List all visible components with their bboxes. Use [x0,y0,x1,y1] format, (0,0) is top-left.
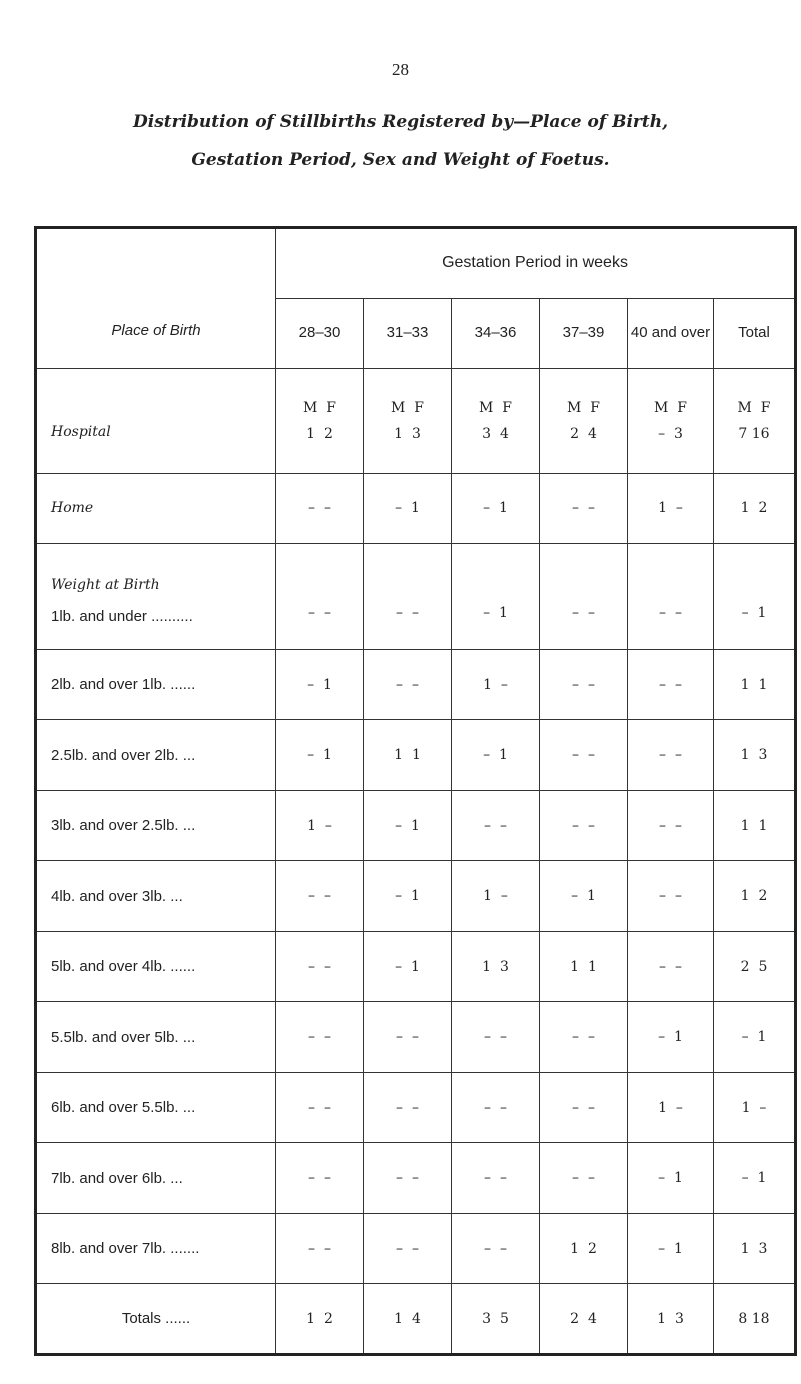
row-label-hospital: Hospital [36,369,276,474]
sex-header: M F [391,399,424,416]
weight-row-label: 5.5lb. and over 5lb. ... [36,1002,276,1073]
col-header-total: Total [714,298,796,369]
sex-header: M F [737,399,771,416]
table-cell: – – [364,1072,452,1143]
cell-value: 7 16 [738,425,770,442]
table-row [36,1002,796,1073]
table-cell: – – [540,1002,628,1073]
page-number: 28 [392,60,409,79]
cell-value: 2 4 [570,425,597,442]
col-header-37-39: 37–39 [540,298,628,369]
stillbirths-table [34,226,797,1356]
table-cell: – 1 [364,473,452,544]
table-cell: – 1 [628,1002,714,1073]
sex-header: M F [654,399,687,416]
table-cell: 1 – [452,649,540,720]
col-header-28-30: 28–30 [276,298,364,369]
table-cell: – – [628,720,714,791]
table-cell: 1 3 [628,1284,714,1355]
table-cell: 1 2 [714,861,796,932]
table-cell: 1 – [276,790,364,861]
table-cell: – – [628,931,714,1002]
table-cell: – 1 [714,1002,796,1073]
table-cell: – – [364,544,452,650]
table-cell: – – [540,649,628,720]
table-cell: – – [540,473,628,544]
table-cell: 1 2 [276,1284,364,1355]
weight-row-label: 8lb. and over 7lb. ....... [36,1213,276,1284]
weight-row-label: 6lb. and over 5.5lb. ... [36,1072,276,1143]
title-line-1: Distribution of Stillbirths Registered by—Place of Birth, [133,112,668,132]
table-cell: 1 4 [364,1284,452,1355]
table-cell: – – [364,649,452,720]
table-cell: – – [276,1002,364,1073]
table-cell: – 1 [714,1143,796,1214]
sex-header: M F [479,399,512,416]
table-cell: – – [452,1072,540,1143]
table-cell: 1 1 [714,790,796,861]
table-cell [628,369,714,474]
table-row-totals [36,1284,796,1355]
table-cell: – – [276,1213,364,1284]
place-of-birth-header: Place of Birth [36,228,276,369]
title-line-2: Gestation Period, Sex and Weight of Foetus. [191,150,610,170]
row-label-home: Home [36,473,276,544]
table-cell: 1 1 [540,931,628,1002]
table-cell: – 1 [276,720,364,791]
table-cell: – – [364,1213,452,1284]
table-cell: 1 1 [714,649,796,720]
col-header-40-and-over: 40 and over [628,298,714,369]
table-row [36,649,796,720]
col-header-31-33: 31–33 [364,298,452,369]
table-cell: – 1 [452,720,540,791]
table-cell: – – [276,1143,364,1214]
table-cell: – – [540,790,628,861]
table-cell: – 1 [540,861,628,932]
table-cell: 1 – [628,1072,714,1143]
table-cell: 1 3 [714,1213,796,1284]
col-header-34-36: 34–36 [452,298,540,369]
table-cell [540,369,628,474]
table-cell: – – [540,720,628,791]
table-cell [714,369,796,474]
table-cell: – 1 [364,931,452,1002]
table-cell: – – [364,1143,452,1214]
sex-header: M F [303,399,336,416]
table-cell [364,369,452,474]
gestation-period-header: Gestation Period in weeks [276,228,796,299]
table-cell: 8 18 [714,1284,796,1355]
table-cell: – 1 [628,1143,714,1214]
weight-at-birth-heading: Weight at Birth [51,577,160,594]
table-cell: 1 2 [540,1213,628,1284]
table-cell: – – [452,1143,540,1214]
table-cell: – – [276,473,364,544]
cell-value: – 3 [658,425,683,442]
table-cell: – – [628,649,714,720]
sex-header: M F [567,399,600,416]
table-row [36,1213,796,1284]
table-row [36,1072,796,1143]
table-cell: – 1 [628,1213,714,1284]
table-cell: – – [540,1072,628,1143]
table-row [36,931,796,1002]
table-cell: 3 5 [452,1284,540,1355]
table-cell: 1 – [714,1072,796,1143]
table-cell: 2 5 [714,931,796,1002]
table-cell: – – [364,1002,452,1073]
row-label-totals: Totals ...... [36,1284,276,1355]
table-cell: – – [452,790,540,861]
weight-row-label: 2lb. and over 1lb. ...... [36,649,276,720]
table-cell: 1 – [628,473,714,544]
table-row-home [36,473,796,544]
table-cell: – – [276,931,364,1002]
cell-value: 1 3 [394,425,421,442]
weight-row-label: 4lb. and over 3lb. ... [36,861,276,932]
table-cell: 1 2 [714,473,796,544]
table-cell: – – [540,1143,628,1214]
table-cell: – – [276,544,364,650]
table-cell: – – [276,861,364,932]
table-row [36,720,796,791]
table-row-weight [36,544,796,650]
table-cell: – 1 [364,790,452,861]
table-cell: – 1 [452,473,540,544]
table-row [36,790,796,861]
weight-row-label: 1lb. and under .......... [51,608,193,626]
table-cell: 2 4 [540,1284,628,1355]
table-row-hospital [36,369,796,474]
row-label-weight [36,544,276,650]
table-row [36,861,796,932]
table-cell: – 1 [714,544,796,650]
table-cell: – 1 [452,544,540,650]
table-cell [276,369,364,474]
table-cell [452,369,540,474]
table-cell: 1 – [452,861,540,932]
table-cell: 1 3 [714,720,796,791]
table-cell: – – [452,1213,540,1284]
table-cell: – – [452,1002,540,1073]
table-cell: – – [628,861,714,932]
table-cell: – 1 [276,649,364,720]
cell-value: 1 2 [306,425,333,442]
table-cell: – 1 [364,861,452,932]
weight-row-label: 5lb. and over 4lb. ...... [36,931,276,1002]
cell-value: 3 4 [482,425,509,442]
table-cell: 1 1 [364,720,452,791]
table-cell: – – [628,790,714,861]
table-cell: 1 3 [452,931,540,1002]
table-cell: – – [276,1072,364,1143]
table-row [36,1143,796,1214]
table-cell: – – [628,544,714,650]
weight-row-label: 7lb. and over 6lb. ... [36,1143,276,1214]
weight-row-label: 2.5lb. and over 2lb. ... [36,720,276,791]
weight-row-label: 3lb. and over 2.5lb. ... [36,790,276,861]
table-cell: – – [540,544,628,650]
